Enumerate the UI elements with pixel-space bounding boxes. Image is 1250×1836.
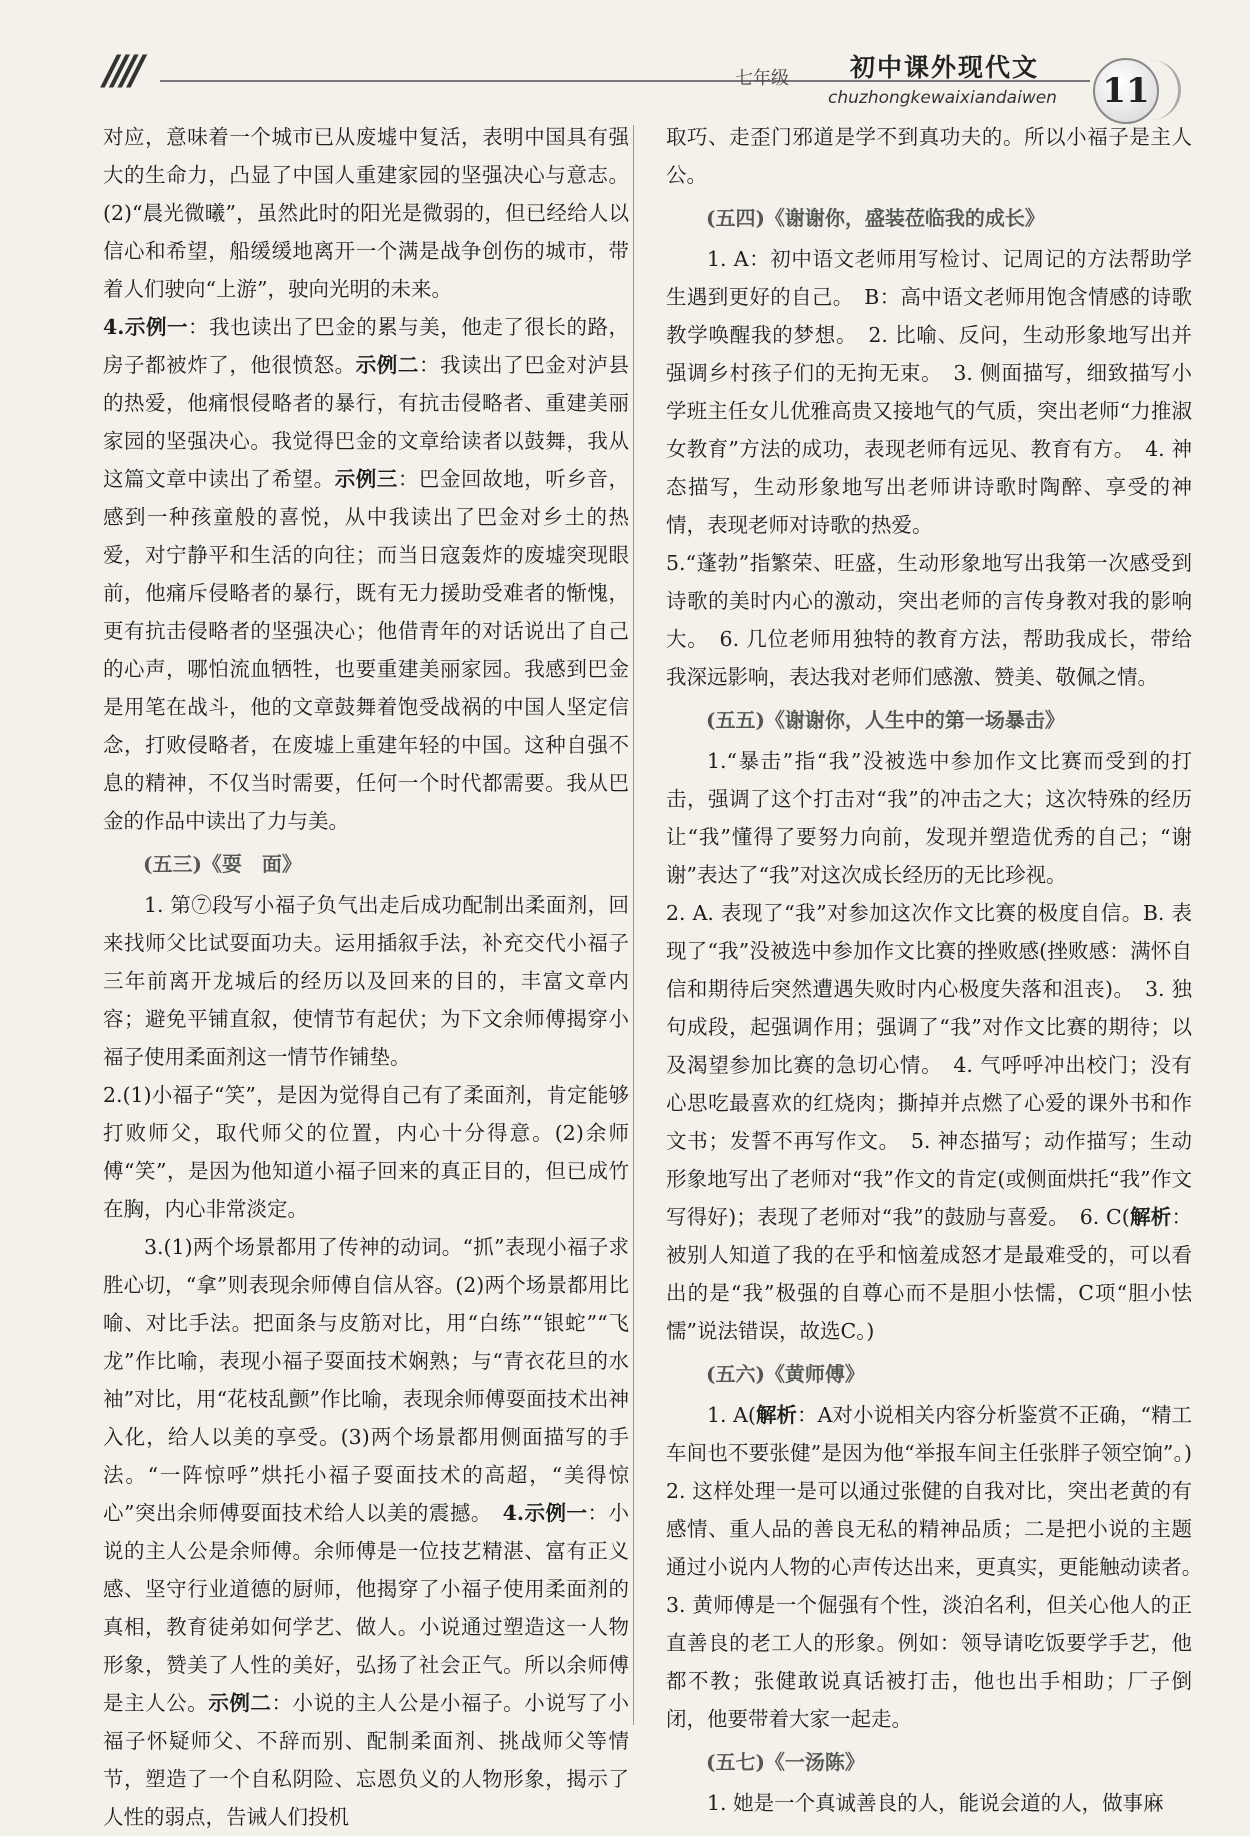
answer-text: 2. A. 表现了“我”对参加这次作文比赛的极度自信。B. 表现了“我”没被选中参加作文比赛的挫败感(挫败感：满怀自信和期待后突然遭遇失败时内心极度失落和沮丧)。 3. 独句成段，起强调作用；强调了“我”对作文比赛的期待；以及渴望参加比赛的急切心情。 4. 气呼呼冲出校门；没有心思吃最喜欢的红烧肉；撕掉并点燃了心爱的课外书和作文书；发誓不再写作文。 5. 神态描写；动作描写；生动形象地写出了老师对“我”作文的肯定(或侧面烘托“我”作文写得好)；表现了老师对“我”的鼓励与喜爱。 6. C( [666, 901, 1192, 1229]
example-label: 示例二 [208, 1691, 272, 1715]
example-text: ：小说的主人公是余师傅。余师傅是一位技艺精湛、富有正义感、坚守行业道德的厨师，他揭穿了小福子使用柔面剂的真相，教育徒弟如何学艺、做人。小说通过塑造这一人物形象，赞美了人性的美好，弘扬了社会正气。所以余师傅是主人公。 [103, 1501, 630, 1715]
answer-text: ：A对小说相关内容分析鉴赏不正确，“精工车间也不要张健”是因为他“举报车间主任张胖子领空饷”。) 2. 这样处理一是可以通过张健的自我对比，突出老黄的有感情、重人品的善良无私的精神品质；二是把小说的主题通过小说内人物的心声传达出来，更真实，更能触动读者。 3. 黄师傅是一个倔强有个性，淡泊名利，但关心他人的正直善良的老工人的形象。例如：领导请吃饭要学手艺，他都不教；张健敢说真话被打击，他也出手相助；厂子倒闭，他要带着大家一起走。 [666, 1403, 1213, 1731]
answer-paragraph: 1. 她是一个真诚善良的人，能说会道的人，做事麻 [707, 1791, 1164, 1815]
answer-paragraph: 1.“暴击”指“我”没被选中参加作文比赛而受到的打击，强调了这个打击对“我”的冲击之大；这次特殊的经历让“我”懂得了要努力向前，发现并塑造优秀的自己；“谢谢”表达了“我”对这次成长经历的无比珍视。 [666, 749, 1192, 887]
section-title: (五六)《黄师傅》 [706, 1362, 865, 1386]
section-title: (五四)《谢谢你，盛装莅临我的成长》 [706, 206, 1045, 230]
answer-text: 1. A( [707, 1403, 756, 1427]
example-text: ：小说的主人公是小福子。小说写了小福子怀疑师父、不辞而别、配制柔面剂、挑战师父等情节，塑造了一个自私阴险、忘恩负义的人物形象，揭示了人性的弱点，告诫人们投机 [103, 1691, 629, 1829]
example-label: 示例三 [334, 467, 398, 491]
answer-paragraph: 2.(1)小福子“笑”，是因为觉得自己有了柔面剂，肯定能够打败师父，取代师父的位置，内心十分得意。(2)余师傅“笑”，是因为他知道小福子回来的真正目的，但已成竹在胸，内心非常淡定。 [103, 1083, 629, 1221]
example-text: ：我也读出了巴金的累与美，他走了很长的路，房子都被炸了，他很愤怒。 [103, 315, 630, 377]
analysis-label: 解析 [755, 1403, 798, 1427]
series-pinyin: chuzhongkewaixiandaiwen [828, 88, 1057, 108]
answer-paragraph [103, 1228, 629, 1836]
example-label: 示例一 [524, 1501, 588, 1525]
page-number: 11 [1093, 58, 1159, 124]
answer-paragraph: 1. A：初中语文老师用写检讨、记周记的方法帮助学生遇到更好的自己。 B：高中语文老师用饱含情感的诗歌教学唤醒我的梦想。 2. 比喻、反问，生动形象地写出并强调乡村孩子们的无拘无束。 3. 侧面描写，细致描写小学班主任女儿优雅高贵又接地气的气质，突出老师“力推淑女教育”方法的成功，表现老师有远见、教育有方。 4. 神态描写，生动形象地写出老师讲诗歌时陶醉、享受的神情，表现老师对诗歌的热爱。 [666, 247, 1192, 537]
answer-paragraph [666, 1396, 1213, 1738]
question-number: 4. [502, 1501, 525, 1525]
example-text: ：巴金回故地，听乡音，感到一种孩童般的喜悦，从中我读出了巴金对乡土的热爱，对宁静平和生活的向往；而当日寇轰炸的废墟突现眼前，他痛斥侵略者的暴行，既有无力援助受难者的惭愧，更有抗击侵略者的坚强决心；他借青年的对话说出了自己的心声，哪怕流血牺牲，也要重建美丽家园。我感到巴金是用笔在战斗，他的文章鼓舞着饱受战祸的中国人坚定信念，打败侵略者，在废墟上重建年轻的中国。这种自强不息的精神，不仅当时需要，任何一个时代都需要。我从巴金的作品中读出了力与美。 [103, 467, 629, 833]
section-title: (五五)《谢谢你，人生中的第一场暴击》 [706, 708, 1065, 732]
answer-paragraph [666, 894, 1192, 1350]
answer-text: 3.(1)两个场景都用了传神的动词。“抓”表现小福子求胜心切，“拿”则表现余师傅自信从容。(2)两个场景都用比喻、对比手法。把面条与皮筋对比，用“白练”“银蛇”“飞龙”作比喻，表现小福子耍面技术娴熟；与“青衣花旦的水袖”对比，用“花枝乱颤”作比喻，表现余师傅耍面技术出神入化，给人以美的享受。(3)两个场景都用侧面描写的手法。“一阵惊呼”烘托小福子耍面技术的高超，“美得惊心”突出余师傅耍面技术给人以美的震撼。 [103, 1235, 629, 1525]
section-title: (五七)《一汤陈》 [706, 1750, 865, 1774]
example-text: ：我读出了巴金对泸县的热爱，他痛恨侵略者的暴行，有抗击侵略者、重建美丽家园的坚强决心。我觉得巴金的文章给读者以鼓舞，我从这篇文章中读出了希望。 [103, 353, 629, 491]
answer-paragraph: 取巧、走歪门邪道是学不到真功夫的。所以小福子是主人公。 [666, 125, 1192, 187]
column-divider [633, 125, 634, 1725]
header-slash-decoration: //// [104, 48, 139, 94]
answer-paragraph: 1. 第⑦段写小福子负气出走后成功配制出柔面剂，回来找师父比试耍面功夫。运用插叙手法，补充交代小福子三年前离开龙城后的经历以及回来的目的，丰富文章内容；避免平铺直叙，使情节有起伏；为下文余师傅揭穿小福子使用柔面剂这一情节作铺垫。 [103, 893, 629, 1069]
example-label: 示例二 [355, 353, 419, 377]
page-badge-arc-decoration [1148, 60, 1181, 120]
answer-paragraph: 5.“蓬勃”指繁荣、旺盛，生动形象地写出我第一次感受到诗歌的美时内心的激动，突出老师的言传身教对我的影响大。 6. 几位老师用独特的教育方法，帮助我成长，带给我深远影响，表达我对老师们感激、赞美、敬佩之情。 [666, 551, 1192, 689]
left-column [103, 118, 629, 1836]
page-header [0, 0, 1250, 120]
answer-paragraph [103, 308, 629, 840]
series-title: 初中课外现代文 [850, 53, 1040, 82]
grade-label: 七年级 [735, 68, 789, 89]
section-title: (五三)《耍 面》 [143, 852, 302, 876]
analysis-text: ：被别人知道了我的在乎和恼羞成怒才是最难受的，可以看出的是“我”极强的自尊心而不是胆小怯懦，C项“胆小怯懦”说法错误，故选C。) [666, 1205, 1193, 1343]
analysis-label: 解析 [1129, 1205, 1172, 1229]
right-column [666, 118, 1213, 1822]
example-label: 示例一 [124, 315, 189, 339]
answer-paragraph: 对应，意味着一个城市已从废墟中复活，表明中国具有强大的生命力，凸显了中国人重建家园的坚强决心与意志。(2)“晨光微曦”，虽然此时的阳光是微弱的，但已经给人以信心和希望，船缓缓地离开一个满是战争创伤的城市，带着人们驶向“上游”，驶向光明的未来。 [103, 125, 629, 301]
question-number: 4. [103, 315, 125, 339]
